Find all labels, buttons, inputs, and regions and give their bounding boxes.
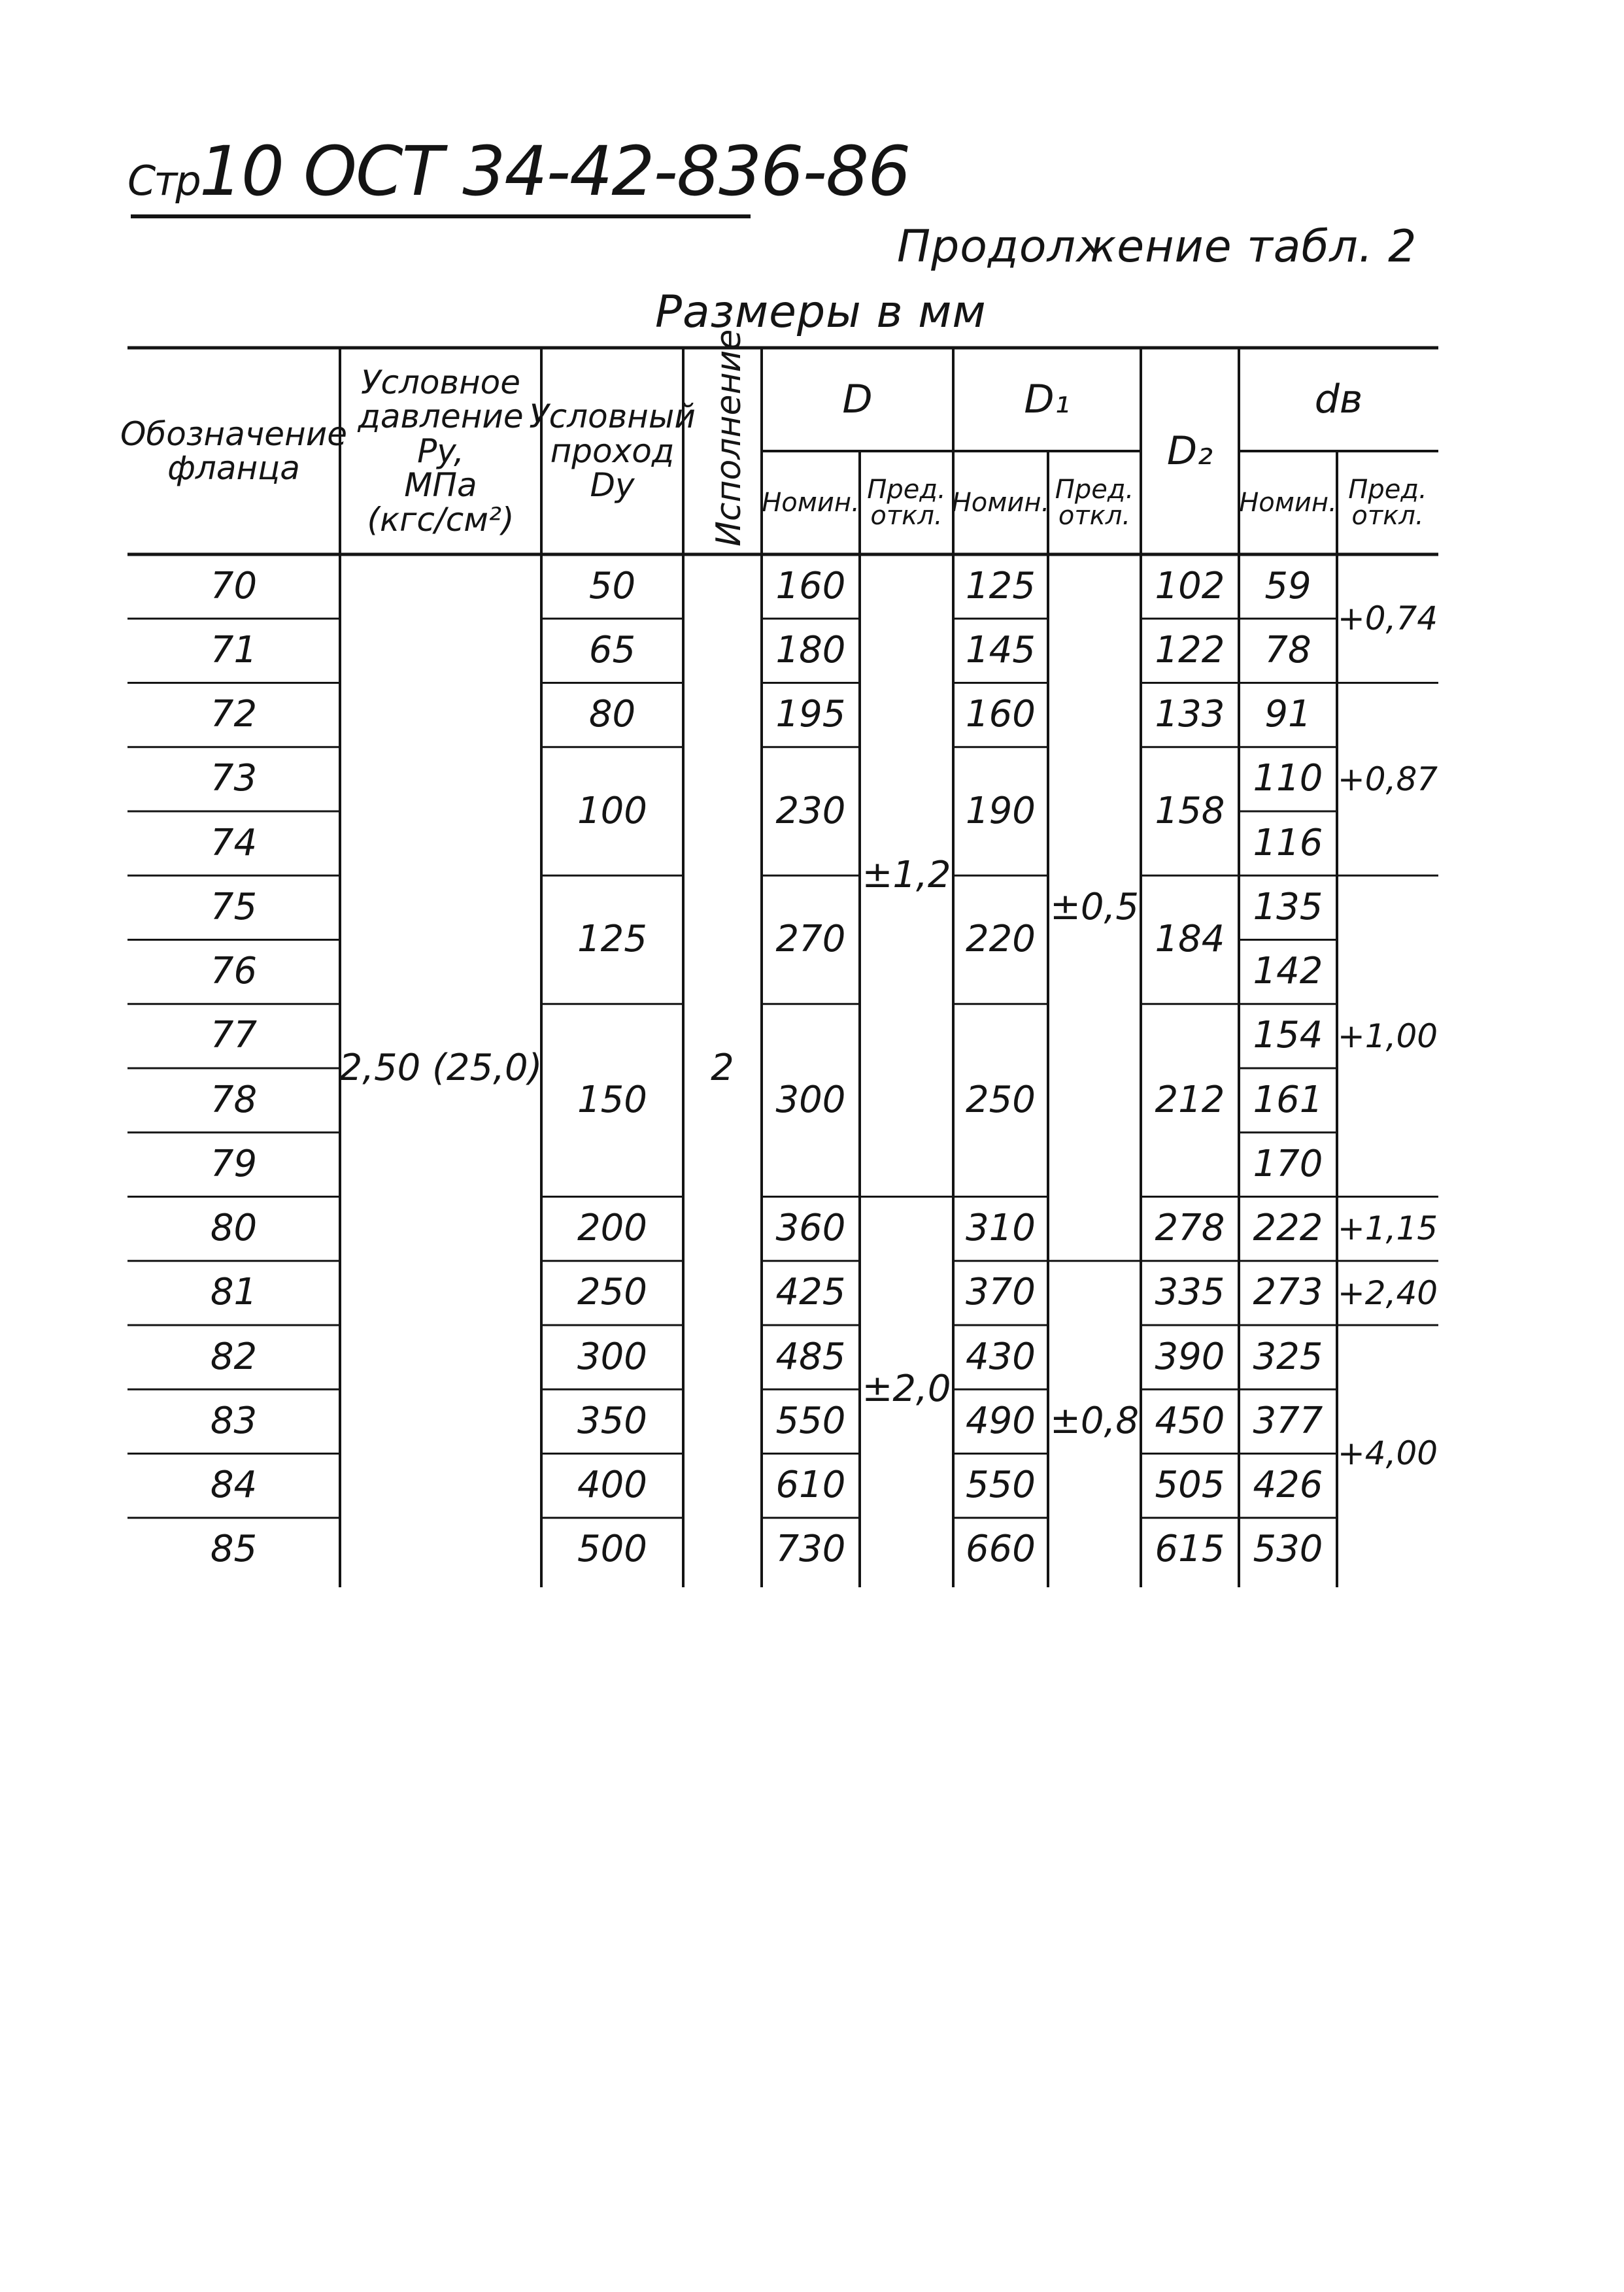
d1-nominal: 220: [966, 918, 1036, 961]
flange-designation: 85: [210, 1528, 258, 1571]
flange-designation: 70: [210, 564, 258, 607]
d-tolerance: ±1,2: [862, 853, 951, 896]
dv-nominal: 530: [1253, 1528, 1323, 1571]
d1-nominal: 190: [966, 789, 1036, 832]
passage-value: 125: [577, 918, 647, 961]
header-nominal: Номин.: [1239, 488, 1337, 518]
d1-nominal: 660: [966, 1528, 1036, 1571]
header-tolerance-line: Пред.: [1348, 475, 1427, 505]
dv-nominal: 170: [1253, 1142, 1323, 1185]
passage-value: 400: [577, 1464, 647, 1507]
flange-designation: 80: [210, 1207, 258, 1250]
header-pressure-line: Условное: [360, 363, 521, 401]
flange-designation: 83: [210, 1399, 258, 1442]
flange-designation: 74: [210, 821, 258, 864]
header-passage-line: проход: [550, 431, 675, 470]
passage-value: 500: [577, 1528, 647, 1571]
d2-value: 133: [1155, 693, 1225, 736]
d2-value: 122: [1155, 628, 1225, 671]
flange-designation: 82: [210, 1335, 258, 1378]
d2-value: 450: [1155, 1399, 1225, 1442]
header-passage-line: Условный: [529, 397, 696, 436]
header-nominal: Номин.: [762, 488, 860, 518]
pressure-value: 2,50 (25,0): [339, 1046, 543, 1089]
dv-tolerance: +2,40: [1337, 1273, 1438, 1312]
d-nominal: 230: [775, 789, 846, 832]
d-nominal: 730: [775, 1528, 846, 1571]
table-continuation-note: Продолжение табл. 2: [897, 221, 1417, 273]
d1-nominal: 145: [966, 628, 1036, 671]
passage-value: 80: [588, 693, 636, 736]
header-pressure: [340, 348, 541, 554]
passage-value: 300: [577, 1335, 647, 1378]
header-d2: D₂: [1166, 428, 1213, 474]
dv-nominal: 116: [1253, 821, 1323, 864]
dv-nominal: 142: [1253, 950, 1323, 993]
dv-nominal: 135: [1253, 885, 1323, 928]
header-pressure-line: давление: [358, 397, 524, 436]
passage-value: 65: [588, 628, 636, 671]
d1-nominal: 250: [966, 1078, 1036, 1121]
d1-nominal: 550: [966, 1464, 1036, 1507]
dv-nominal: 273: [1253, 1271, 1323, 1314]
version-value: 2: [711, 1046, 734, 1089]
header-pressure-line: Py,: [417, 431, 464, 470]
dv-nominal: 59: [1264, 564, 1311, 607]
d-nominal: 550: [775, 1399, 846, 1442]
passage-value: 250: [577, 1271, 647, 1314]
d1-tolerance: ±0,5: [1050, 885, 1139, 928]
header-d: D: [842, 376, 873, 422]
d1-tolerance: ±0,8: [1050, 1399, 1139, 1442]
flange-designation: 84: [210, 1464, 258, 1507]
header-tolerance: [1337, 451, 1438, 554]
dv-tolerance: +1,00: [1337, 1017, 1438, 1055]
header-nominal: Номин.: [951, 488, 1050, 518]
header-tolerance-line: откл.: [1351, 501, 1424, 531]
dv-tolerance: +0,74: [1337, 599, 1438, 637]
header-pressure-line: МПа: [404, 466, 477, 505]
flange-designation: 78: [210, 1078, 258, 1121]
flange-designation: 75: [210, 885, 258, 928]
dv-tolerance: +0,87: [1337, 760, 1438, 798]
header-tolerance: [860, 451, 953, 554]
dv-tolerance: +1,15: [1337, 1209, 1438, 1248]
dv-tolerance: +4,00: [1337, 1434, 1438, 1473]
units-note: Размеры в мм: [655, 286, 987, 338]
d1-nominal: 490: [966, 1399, 1036, 1442]
header-tolerance: [1048, 451, 1141, 554]
dv-nominal: 161: [1253, 1078, 1323, 1121]
d2-value: 505: [1155, 1464, 1225, 1507]
header-passage-line: Dy: [590, 466, 635, 505]
d-nominal: 180: [775, 628, 846, 671]
passage-value: 100: [577, 789, 647, 832]
header-pressure-line: (кгс/см²): [367, 500, 515, 539]
d2-value: 212: [1155, 1078, 1225, 1121]
page-prefix: Стр: [127, 157, 199, 205]
d-nominal: 425: [775, 1271, 846, 1314]
d-nominal: 360: [775, 1207, 846, 1250]
d1-nominal: 125: [966, 564, 1036, 607]
header-tolerance-line: откл.: [870, 501, 943, 531]
flange-designation: 76: [210, 950, 258, 993]
header-tolerance-line: Пред.: [1055, 475, 1134, 505]
d2-value: 102: [1155, 564, 1225, 607]
d-nominal: 485: [775, 1335, 846, 1378]
dv-nominal: 325: [1253, 1335, 1323, 1378]
d-tolerance: ±2,0: [862, 1367, 951, 1410]
dv-nominal: 110: [1253, 757, 1323, 800]
passage-value: 50: [588, 564, 636, 607]
passage-value: 150: [577, 1078, 647, 1121]
header-tolerance-line: Пред.: [867, 475, 946, 505]
d1-nominal: 160: [966, 693, 1036, 736]
d-nominal: 300: [775, 1078, 846, 1121]
flange-designation: 79: [210, 1142, 258, 1185]
dv-nominal: 377: [1253, 1399, 1323, 1442]
header-version: Исполнение: [709, 329, 749, 547]
flange-designation: 71: [210, 628, 258, 671]
d2-value: 335: [1155, 1271, 1225, 1314]
dv-nominal: 78: [1264, 628, 1311, 671]
d2-value: 615: [1155, 1528, 1225, 1571]
d1-nominal: 310: [966, 1207, 1036, 1250]
d-nominal: 195: [775, 693, 846, 736]
d2-value: 184: [1155, 918, 1225, 961]
passage-value: 200: [577, 1207, 647, 1250]
flange-designation: 72: [210, 693, 258, 736]
header-passage: [529, 348, 696, 554]
dv-nominal: 426: [1253, 1464, 1323, 1507]
d2-value: 278: [1155, 1207, 1225, 1250]
d-nominal: 610: [775, 1464, 846, 1507]
header-d1: D₁: [1024, 376, 1070, 422]
header-tolerance-line: откл.: [1058, 501, 1131, 531]
d1-nominal: 370: [966, 1271, 1036, 1314]
dv-nominal: 91: [1264, 693, 1311, 736]
d2-value: 390: [1155, 1335, 1225, 1378]
flange-designation: 77: [210, 1014, 258, 1057]
dv-nominal: 222: [1253, 1207, 1323, 1250]
document-number: 10 ОСТ 34-42-836-86: [199, 131, 910, 211]
d-nominal: 270: [775, 918, 846, 961]
d-nominal: 160: [775, 564, 846, 607]
dv-nominal: 154: [1253, 1014, 1323, 1057]
d1-nominal: 430: [966, 1335, 1036, 1378]
d2-value: 158: [1155, 789, 1225, 832]
passage-value: 350: [577, 1399, 647, 1442]
header-flange: Обозначение фланца: [120, 414, 347, 487]
header-dv: dв: [1314, 376, 1363, 422]
flange-designation: 73: [210, 757, 258, 800]
flange-designation: 81: [210, 1271, 258, 1314]
